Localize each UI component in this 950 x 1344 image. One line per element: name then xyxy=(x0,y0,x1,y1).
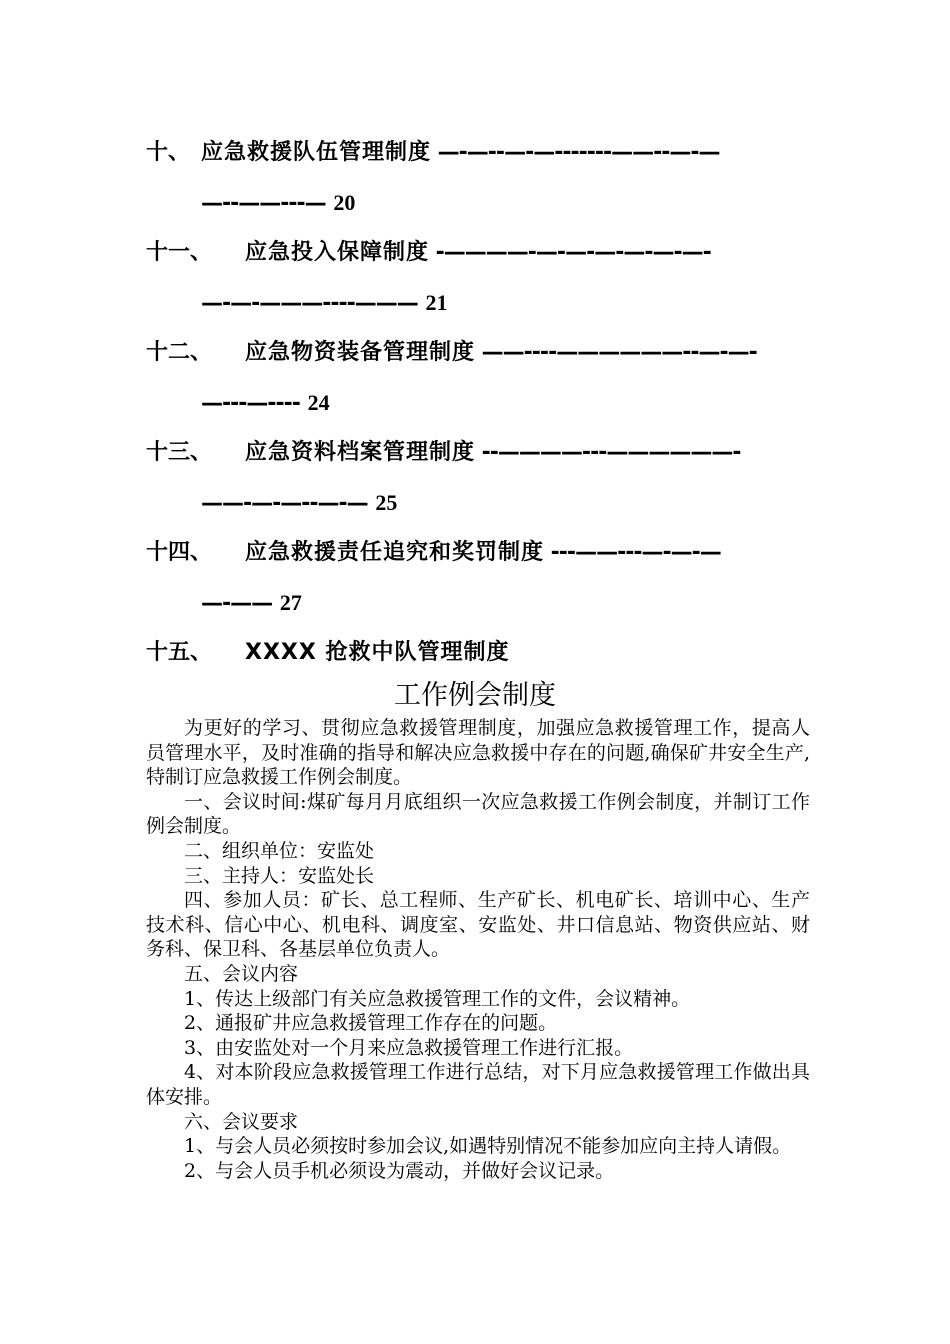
toc-entry-11[interactable] xyxy=(146,228,810,328)
toc-title: 应急救援队伍管理制度 xyxy=(201,140,432,165)
toc-number: 十二、 xyxy=(146,340,213,365)
list-item: 3、由安监处对一个月来应急救援管理工作进行汇报。 xyxy=(184,1036,634,1059)
toc-leader: —--——---— xyxy=(201,191,326,216)
toc-leader: ——-—-—--—-— xyxy=(201,491,368,516)
toc-entry-12[interactable] xyxy=(146,328,810,428)
list-item: 1、传达上级部门有关应急救援管理工作的文件，会议精神。 xyxy=(184,987,691,1010)
toc-title: 应急物资装备管理制度 xyxy=(245,340,476,365)
toc-leader: -————-—-—-—-—-—-—- xyxy=(429,240,711,265)
list-item: 1、与会人员必须按时参加会议,如遇特别情况不能参加应向主持人请假。 xyxy=(184,1135,792,1158)
paragraph-intro: 为更好的学习、贯彻应急救援管理制度，加强应急救援管理工作，提高人员管理水平，及时准确的指导和解决应急救援中存在的问题,确保矿井安全生产,特制订应急救援工作例会制度。 xyxy=(146,717,810,789)
toc-entry-14[interactable] xyxy=(146,528,810,628)
toc-leader: —---—---- xyxy=(201,391,300,416)
toc-leader: ---——---—-—-— xyxy=(544,540,721,565)
toc-number: 十四、 xyxy=(146,540,213,565)
toc-number: 十、 xyxy=(146,140,191,165)
toc-leader: —-—-———----——— xyxy=(201,291,418,316)
toc-title: 应急投入保障制度 xyxy=(245,240,430,265)
section-heading-requirements: 六、会议要求 xyxy=(184,1110,299,1133)
list-item: 4、对本阶段应急救援管理工作进行总结，对下月应急救援管理工作做出具体安排。 xyxy=(146,1061,810,1108)
toc-page-number: 24 xyxy=(307,390,330,415)
paragraph-meeting-time: 一、会议时间:煤矿每月月底组织一次应急救援工作例会制度，并制订工作例会制度。 xyxy=(146,790,810,838)
toc-entry-10[interactable] xyxy=(146,128,810,228)
toc-leader: ——----——————--—-—- xyxy=(475,340,757,365)
paragraph-organizer: 二、组织单位：安监处 xyxy=(184,839,375,862)
toc-number: 十三、 xyxy=(146,440,213,465)
toc-page-number: 20 xyxy=(333,190,356,215)
paragraph-attendees: 四、参加人员：矿长、总工程师、生产矿长、机电矿长、培训中心、生产技术科、信心中心、机电科、调度室、安监处、井口信息站、物资供应站、财务科、保卫科、各基层单位负责人。 xyxy=(146,889,810,961)
document-body xyxy=(146,716,810,1183)
toc-title: 应急资料档案管理制度 xyxy=(245,440,476,465)
table-of-contents xyxy=(146,128,810,678)
toc-entry-15[interactable] xyxy=(146,628,810,678)
toc-leader: —-—— xyxy=(201,591,273,616)
toc-page-number: 21 xyxy=(425,290,448,315)
list-item: 2、通报矿井应急救援管理工作存在的问题。 xyxy=(184,1012,558,1035)
toc-leader: --————---——————- xyxy=(475,440,741,465)
toc-number: 十一、 xyxy=(146,240,213,265)
document-title: 工作例会制度 xyxy=(394,680,556,711)
toc-page-number: 25 xyxy=(375,490,398,515)
toc-title: XXXX 抢救中队管理制度 xyxy=(245,640,510,665)
toc-leader: —-—--—-—-------——--—-— xyxy=(431,140,720,165)
toc-number: 十五、 xyxy=(146,640,213,665)
toc-title: 应急救援责任追究和奖罚制度 xyxy=(245,540,545,565)
toc-page-number: 27 xyxy=(279,590,302,615)
paragraph-host: 三、主持人：安监处长 xyxy=(184,864,375,887)
section-heading-content: 五、会议内容 xyxy=(184,962,299,985)
toc-entry-13[interactable] xyxy=(146,428,810,528)
list-item: 2、与会人员手机必须设为震动，并做好会议记录。 xyxy=(184,1159,615,1182)
